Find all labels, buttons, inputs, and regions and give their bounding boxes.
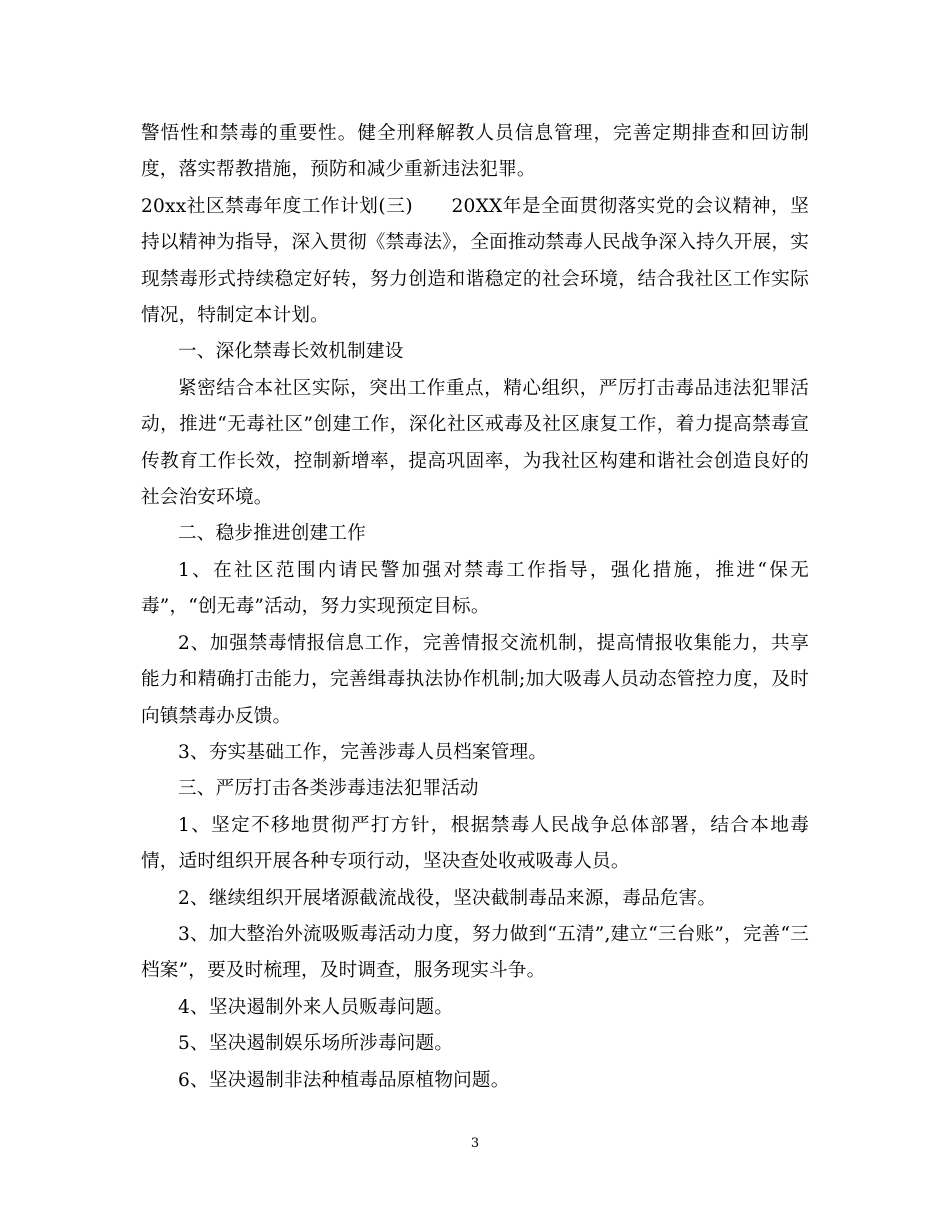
- list-item: 5、坚决遏制娱乐场所涉毒问题。: [178, 1033, 454, 1055]
- list-item: 3、夯实基础工作，完善涉毒人员档案管理。: [178, 741, 548, 763]
- list-item: 4、坚决遏制外来人员贩毒问题。: [178, 996, 454, 1018]
- list-item: 1、坚定不移地贯彻严打方针，根据禁毒人民战争总体部署，结合本地毒情，适时组织开展各种专项行动，坚决查处收戒吸毒人员。: [141, 814, 809, 873]
- list-item: 2、继续组织开展堵源截流战役，坚决截制毒品来源，毒品危害。: [178, 887, 717, 909]
- section-heading: 一、深化禁毒长效机制建设: [178, 341, 404, 363]
- section-heading: 三、严厉打击各类涉毒违法犯罪活动: [178, 778, 479, 800]
- section-heading: 二、稳步推进创建工作: [178, 523, 366, 545]
- paragraph: 20xx社区禁毒年度工作计划(三) 20XX年是全面贯彻落实党的会议精神，坚持以精神为指导，深入贯彻《禁毒法》，全面推动禁毒人民战争深入持久开展，实现禁毒形式持续稳定好转，努力创造和谐稳定的社会环境，结合我社区工作实际情况，特制定本计划。: [141, 195, 809, 327]
- paragraph: 紧密结合本社区实际，突出工作重点，精心组织，严厉打击毒品违法犯罪活动，推进“无毒社区”创建工作，深化社区戒毒及社区康复工作，着力提高禁毒宣传教育工作长效，控制新增率，提高巩固率，为我社区构建和谐社会创造良好的社会治安环境。: [141, 377, 809, 509]
- page-number: 3: [470, 1136, 480, 1151]
- list-item: 1、在社区范围内请民警加强对禁毒工作指导，强化措施，推进“保无毒”，“创无毒”活动，努力实现预定目标。: [141, 559, 809, 618]
- document-body: [141, 116, 809, 1099]
- list-item: 2、加强禁毒情报信息工作，完善情报交流机制，提高情报收集能力，共享能力和精确打击能力，完善缉毒执法协作机制;加大吸毒人员动态管控力度，及时向镇禁毒办反馈。: [141, 632, 809, 727]
- paragraph: 警悟性和禁毒的重要性。健全刑释解教人员信息管理，完善定期排查和回访制度，落实帮教措施，预防和减少重新违法犯罪。: [141, 123, 809, 181]
- list-item: 6、坚决遏制非法种植毒品原植物问题。: [178, 1069, 510, 1091]
- list-item: 3、加大整治外流吸贩毒活动力度，努力做到“五清”,建立“三台账”，完善“三档案”，要及时梳理，及时调查，服务现实斗争。: [141, 923, 809, 982]
